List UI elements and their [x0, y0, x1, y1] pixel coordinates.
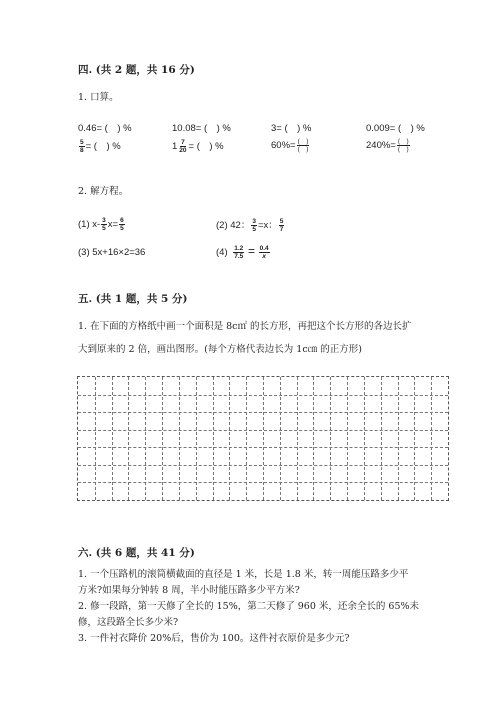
fraction-denominator: 7.5 [234, 252, 244, 260]
square-grid-paper[interactable] [77, 376, 449, 501]
fraction-denominator: x [262, 252, 266, 260]
grid-horizontal-line [78, 430, 448, 431]
percent-value: 240%= [366, 140, 396, 152]
fraction-numerator: 1.2 [234, 244, 244, 252]
equation-text: (2) 42： [216, 220, 251, 231]
fraction-denominator: 5 [252, 225, 256, 233]
section-6-line-1: 1. 一个压路机的滚筒横截面的直径是 1 米，长是 1.8 米，转一周能压路多少平 [78, 569, 409, 580]
section-6-line-4: 修，这段路全长多少米? [78, 617, 179, 628]
section-5-question-line-2: 大到原来的 2 倍，画出图形。(每个方格代表边长为 1c㎝ 的正方形) [78, 344, 362, 355]
equation-text: = [247, 244, 255, 258]
oral-calc-5 [78, 138, 121, 154]
grid-horizontal-line [78, 395, 448, 396]
oral-calc-8 [366, 138, 411, 153]
oral-calc-1: 0.46= ( ) % [78, 123, 132, 134]
equation-3: (3) 5x+16×2=36 [78, 247, 146, 258]
section-5-heading: 五. (共 1 题，共 5 分) [78, 293, 188, 305]
fraction-numerator: ( ) [397, 138, 409, 145]
answer-blank: = ( ) % [85, 141, 121, 152]
section-5-question-line-1: 1. 在下面的方格纸中画一个面积是 8c㎡ 的长方形，再把这个长方形的各边长扩 [78, 321, 412, 332]
section-6-line-2: 方米?如果每分钟转 8 周，半小时能压路多少平方米? [78, 585, 300, 596]
equation-text: x= [107, 219, 119, 231]
percent-value: 60%= [271, 140, 296, 152]
question-2-label: 2. 解方程。 [78, 186, 129, 197]
fraction-denominator: 5 [120, 225, 124, 232]
equation-2 [216, 217, 285, 233]
grid-horizontal-line [78, 447, 448, 448]
fraction-denominator: 8 [80, 146, 84, 154]
fraction-numerator: 6 [120, 217, 124, 224]
oral-calc-6 [172, 138, 224, 154]
fraction-numerator: 5 [279, 217, 284, 225]
answer-blank: = ( ) % [188, 141, 224, 152]
fraction-denominator: ( ) [297, 146, 309, 153]
equation-text: (4) [216, 247, 228, 258]
fraction-numerator: ( ) [297, 138, 309, 145]
section-6-line-5: 3. 一件衬衣降价 20%后，售价为 100。这件衬衣原价是多少元? [78, 633, 350, 644]
grid-horizontal-line [78, 412, 448, 413]
section-4-heading: 四. (共 2 题，共 16 分) [78, 64, 195, 76]
oral-calc-2: 10.08= ( ) % [172, 123, 231, 134]
equation-text: (1) x- [78, 219, 101, 231]
equation-4 [216, 244, 271, 260]
equation-1 [78, 217, 126, 232]
section-6-line-3: 2. 修一段路，第一天修了全长的 15%，第二天修了 960 米，还余全长的 65%未 [78, 601, 420, 612]
fraction-numerator: 7 [181, 138, 185, 146]
oral-calc-3: 3= ( ) % [271, 123, 312, 134]
fraction-numerator: 3 [252, 217, 256, 225]
grid-horizontal-line [78, 482, 448, 483]
equation-text: =x： [257, 220, 278, 231]
fraction-numerator: 3 [102, 217, 106, 224]
section-6-heading: 六. (共 6 题，共 41 分) [78, 547, 195, 559]
oral-calc-4: 0.009= ( ) % [366, 123, 425, 134]
fraction-denominator: 7 [279, 225, 284, 233]
oral-calc-7 [271, 138, 310, 153]
fraction-numerator: 5 [80, 138, 84, 146]
fraction-denominator: ( ) [397, 146, 409, 153]
fraction-denominator: 20 [179, 146, 187, 154]
grid-horizontal-line [78, 465, 448, 466]
fraction-numerator: 0.4 [259, 244, 269, 252]
question-1-label: 1. 口算。 [78, 92, 119, 103]
whole-number: 1 [172, 141, 178, 152]
fraction-denominator: 5 [102, 225, 106, 232]
